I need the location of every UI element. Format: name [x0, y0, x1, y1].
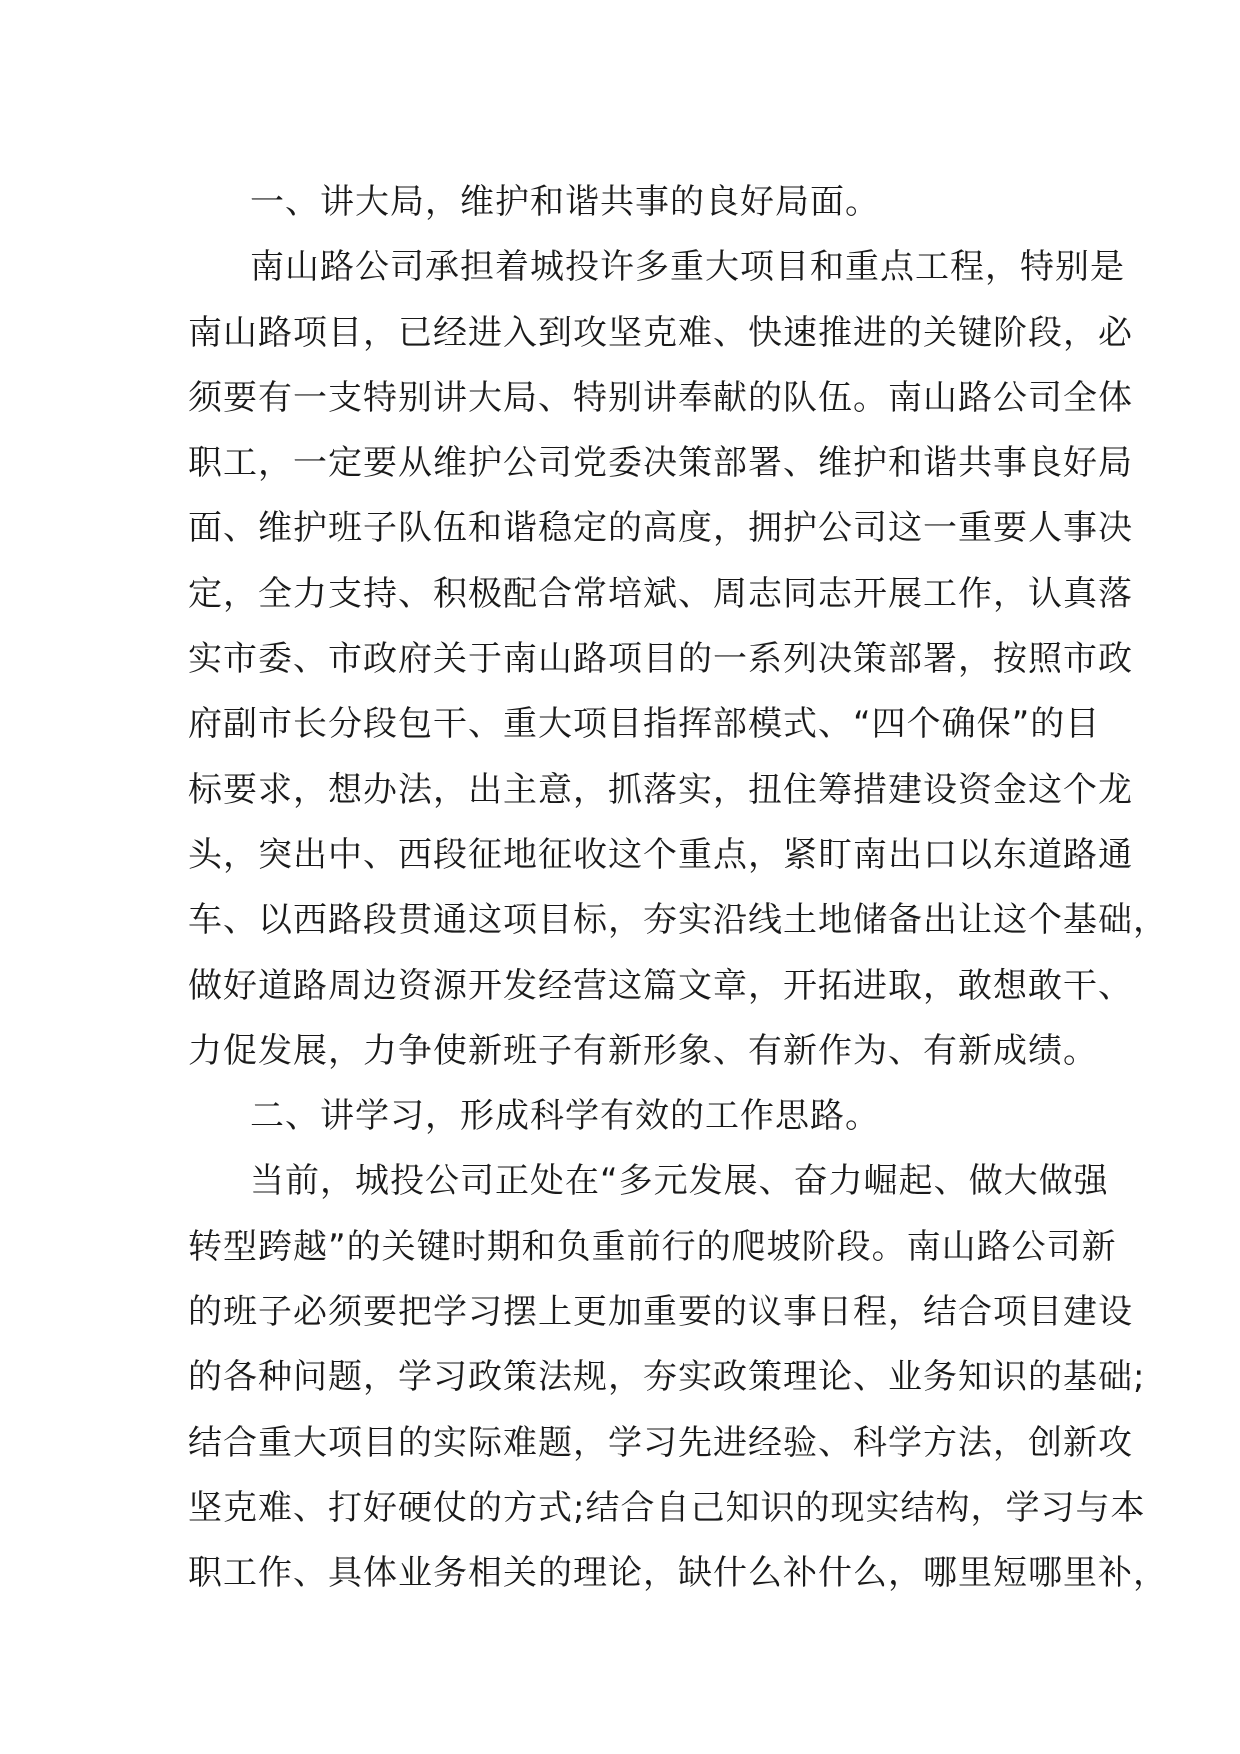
paragraph-line: 定，全力支持、积极配合常培斌、周志同志开展工作，认真落 — [188, 573, 1133, 614]
paragraph-line: 当前，城投公司正处在“多元发展、奋力崛起、做大做强 — [250, 1161, 1109, 1202]
paragraph-line: 头，突出中、西段征地征收这个重点，紧盯南出口以东道路通 — [188, 834, 1133, 875]
paragraph-line: 面、维护班子队伍和谐稳定的高度，拥护公司这一重要人事决 — [188, 508, 1133, 549]
paragraph-line: 转型跨越”的关键时期和负重前行的爬坡阶段。南山路公司新 — [188, 1226, 1117, 1267]
paragraph-line: 车、以西路段贯通这项目标，夯实沿线土地储备出让这个基础， — [188, 900, 1168, 941]
paragraph-line: 做好道路周边资源开发经营这篇文章，开拓进取，敢想敢干、 — [188, 965, 1133, 1006]
paragraph-line: 标要求，想办法，出主意，抓落实，扭住筹措建设资金这个龙 — [188, 769, 1133, 810]
section-heading-1: 一、讲大局，维护和谐共事的良好局面。 — [250, 182, 880, 222]
document-body — [188, 170, 1168, 1607]
paragraph-line: 南山路项目，已经进入到攻坚克难、快速推进的关键阶段，必 — [188, 312, 1133, 353]
paragraph-line: 南山路公司承担着城投许多重大项目和重点工程，特别是 — [250, 247, 1125, 288]
section-heading-2: 二、讲学习，形成科学有效的工作思路。 — [250, 1096, 880, 1137]
paragraph-line: 须要有一支特别讲大局、特别讲奉献的队伍。南山路公司全体 — [188, 377, 1133, 418]
paragraph-line: 职工作、具体业务相关的理论，缺什么补什么，哪里短哪里补， — [188, 1553, 1168, 1594]
paragraph-line: 结合重大项目的实际难题，学习先进经验、科学方法，创新攻 — [188, 1422, 1133, 1463]
paragraph-line: 的各种问题，学习政策法规，夯实政策理论、业务知识的基础; — [188, 1357, 1146, 1398]
paragraph-line: 力促发展，力争使新班子有新形象、有新作为、有新成绩。 — [188, 1030, 1098, 1071]
paragraph-line: 职工，一定要从维护公司党委决策部署、维护和谐共事良好局 — [188, 443, 1133, 484]
paragraph-line: 的班子必须要把学习摆上更加重要的议事日程，结合项目建设 — [188, 1292, 1133, 1333]
paragraph-line: 府副市长分段包干、重大项目指挥部模式、“四个确保”的目 — [188, 704, 1101, 745]
paragraph-line: 坚克难、打好硬仗的方式;结合自己知识的现实结构，学习与本 — [188, 1487, 1146, 1528]
paragraph-line: 实市委、市政府关于南山路项目的一系列决策部署，按照市政 — [188, 639, 1133, 680]
